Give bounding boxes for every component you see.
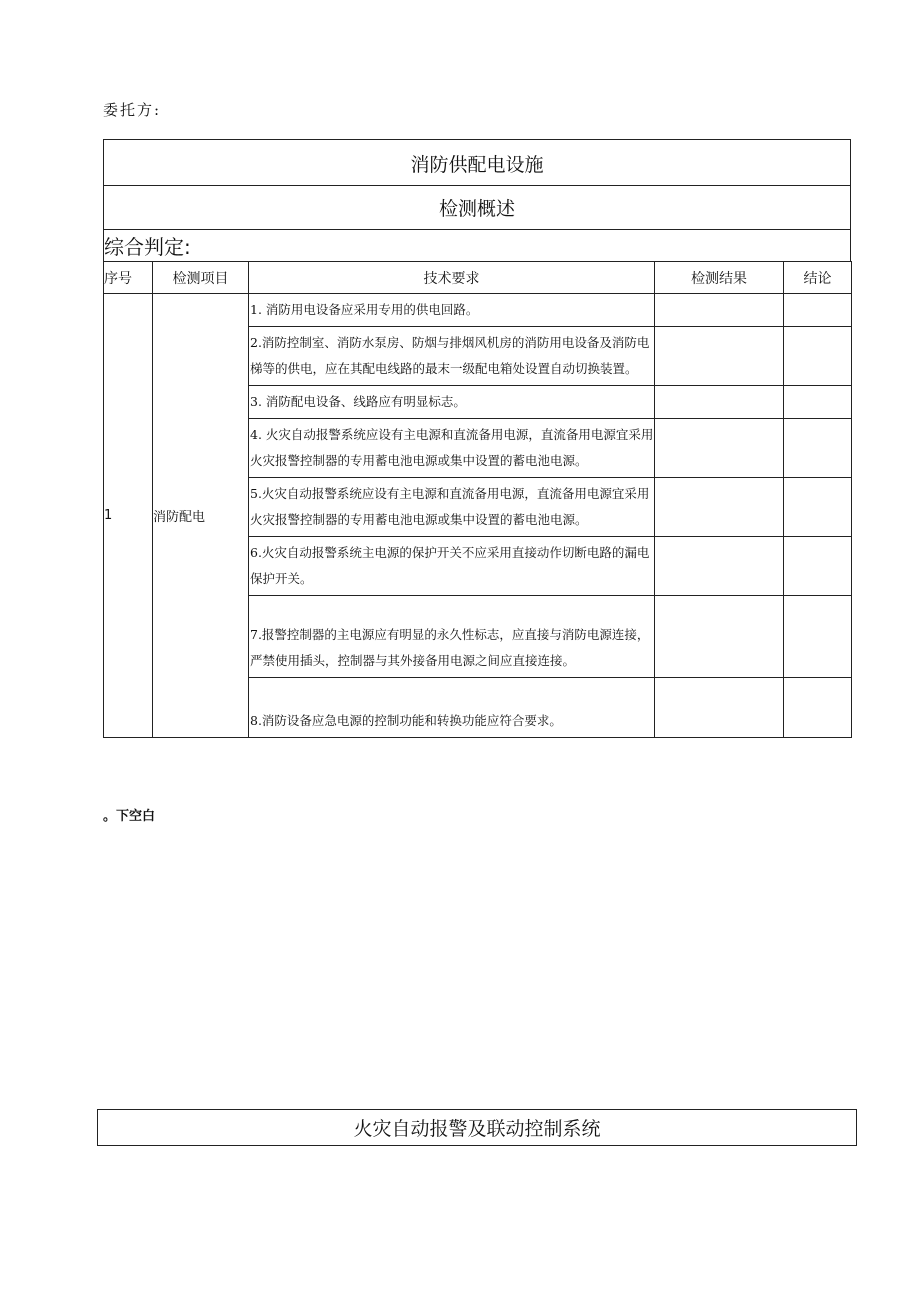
requirement-5: 5.火灾自动报警系统应设有主电源和直流备用电源，直流备用电源宜采用火灾报警控制器的专用蓄电池电源或集中设置的蓄电池电源。 bbox=[249, 478, 655, 537]
result-cell bbox=[655, 294, 784, 327]
conclusion-cell bbox=[784, 596, 852, 678]
header-conclusion: 结论 bbox=[784, 262, 852, 294]
requirement-8: 8.消防设备应急电源的控制功能和转换功能应符合要求。 bbox=[249, 678, 655, 738]
header-no: 序号 bbox=[104, 262, 153, 294]
result-cell bbox=[655, 596, 784, 678]
requirement-7: 7.报警控制器的主电源应有明显的永久性标志，应直接与消防电源连接，严禁使用插头，控制器与其外接备用电源之间应直接连接。 bbox=[249, 596, 655, 678]
requirement-2: 2.消防控制室、消防水泵房、防烟与排烟风机房的消防用电设备及消防电梯等的供电，应在其配电线路的最末一级配电箱处设置自动切换装置。 bbox=[249, 327, 655, 386]
result-cell bbox=[655, 678, 784, 738]
conclusion-cell bbox=[784, 327, 852, 386]
next-section-title: 火灾自动报警及联动控制系统 bbox=[97, 1109, 857, 1146]
header-item: 检测项目 bbox=[153, 262, 249, 294]
result-cell bbox=[655, 537, 784, 596]
result-cell bbox=[655, 478, 784, 537]
conclusion-cell bbox=[784, 537, 852, 596]
conclusion-cell bbox=[784, 478, 852, 537]
conclusion-cell bbox=[784, 419, 852, 478]
client-label: 委托方: bbox=[103, 101, 162, 119]
table-header-row bbox=[104, 262, 852, 294]
header-requirement: 技术要求 bbox=[249, 262, 655, 294]
requirement-6: 6.火灾自动报警系统主电源的保护开关不应采用直接动作切断电路的漏电保护开关。 bbox=[249, 537, 655, 596]
table-row bbox=[104, 294, 852, 327]
section-title: 消防供配电设施 bbox=[103, 139, 851, 186]
end-note: 。下空白 bbox=[103, 809, 156, 824]
overview-title: 检测概述 bbox=[103, 185, 851, 230]
requirement-4: 4. 火灾自动报警系统应设有主电源和直流备用电源，直流备用电源宜采用火灾报警控制器的专用蓄电池电源或集中设置的蓄电池电源。 bbox=[249, 419, 655, 478]
conclusion-cell bbox=[784, 386, 852, 419]
overall-judgment: 综合判定: bbox=[103, 230, 851, 262]
result-cell bbox=[655, 419, 784, 478]
requirement-3: 3. 消防配电设备、线路应有明显标志。 bbox=[249, 386, 655, 419]
item-name: 消防配电 bbox=[153, 294, 249, 738]
result-cell bbox=[655, 327, 784, 386]
conclusion-cell bbox=[784, 294, 852, 327]
result-cell bbox=[655, 386, 784, 419]
header-result: 检测结果 bbox=[655, 262, 784, 294]
requirement-1: 1. 消防用电设备应采用专用的供电回路。 bbox=[249, 294, 655, 327]
conclusion-cell bbox=[784, 678, 852, 738]
item-number: 1 bbox=[104, 294, 153, 738]
inspection-table bbox=[103, 261, 852, 738]
